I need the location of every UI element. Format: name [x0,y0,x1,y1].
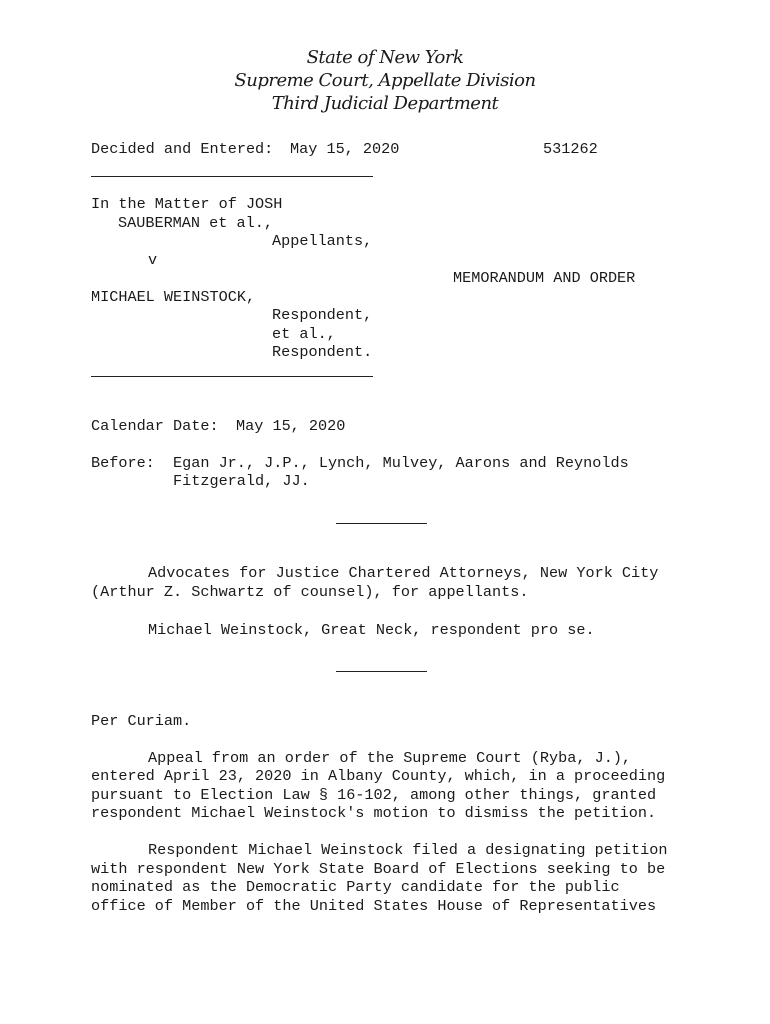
before-label: Before: [91,454,155,472]
counsel-respondent: Michael Weinstock, Great Neck, respondent pro se. [148,621,595,639]
section-divider [336,523,427,524]
before-judges-line-1: Egan Jr., J.P., Lynch, Mulvey, Aarons and Reynolds [173,454,629,472]
paragraph-2-line-1: Respondent Michael Weinstock filed a designating petition [148,841,668,859]
paragraph-1-line-1: Appeal from an order of the Supreme Court (Ryba, J.), [148,749,632,767]
counsel-appellants-line-1: Advocates for Justice Chartered Attorneys, New York City [148,564,659,582]
court-division: Supreme Court, Appellate Division [234,70,536,91]
calendar-date: May 15, 2020 [236,417,346,435]
decided-label: Decided and Entered: [91,140,274,158]
paragraph-2-line-3: nominated as the Democratic Party candidate for the public [91,878,620,896]
paragraph-1-line-2: entered April 23, 2020 in Albany County, which, in a proceeding [91,767,666,785]
court-name: State of New York [306,47,464,68]
document-title: MEMORANDUM AND ORDER [453,269,636,287]
caption-line-1: In the Matter of JOSH [91,195,283,213]
opinion-author: Per Curiam. [91,712,192,730]
caption-top-rule [91,176,373,177]
caption-line-2: SAUBERMAN et al., [118,214,273,232]
paragraph-1-line-3: pursuant to Election Law § 16-102, among other things, granted [91,786,657,804]
caption-versus: v [148,251,158,269]
decided-date: May 15, 2020 [290,140,400,158]
counsel-appellants-line-2: (Arthur Z. Schwartz of counsel), for appellants. [91,583,529,601]
respondent-role: Respondent, [272,306,373,324]
paragraph-2-line-2: with respondent New York State Board of Elections seeking to be [91,860,666,878]
docket-number: 531262 [543,140,598,158]
before-judges-line-2: Fitzgerald, JJ. [173,472,310,490]
respondent-name: MICHAEL WEINSTOCK, [91,288,256,306]
section-divider [336,671,427,672]
respondent-role-2: Respondent. [272,343,373,361]
caption-bottom-rule [91,376,373,377]
caption-appellants: Appellants, [272,232,373,250]
caption-et-al: et al., [272,325,336,343]
paragraph-2-line-4: office of Member of the United States House of Representatives [91,897,657,915]
calendar-label: Calendar Date: [91,417,219,435]
court-department: Third Judicial Department [271,93,499,114]
paragraph-1-line-4: respondent Michael Weinstock's motion to dismiss the petition. [91,804,657,822]
